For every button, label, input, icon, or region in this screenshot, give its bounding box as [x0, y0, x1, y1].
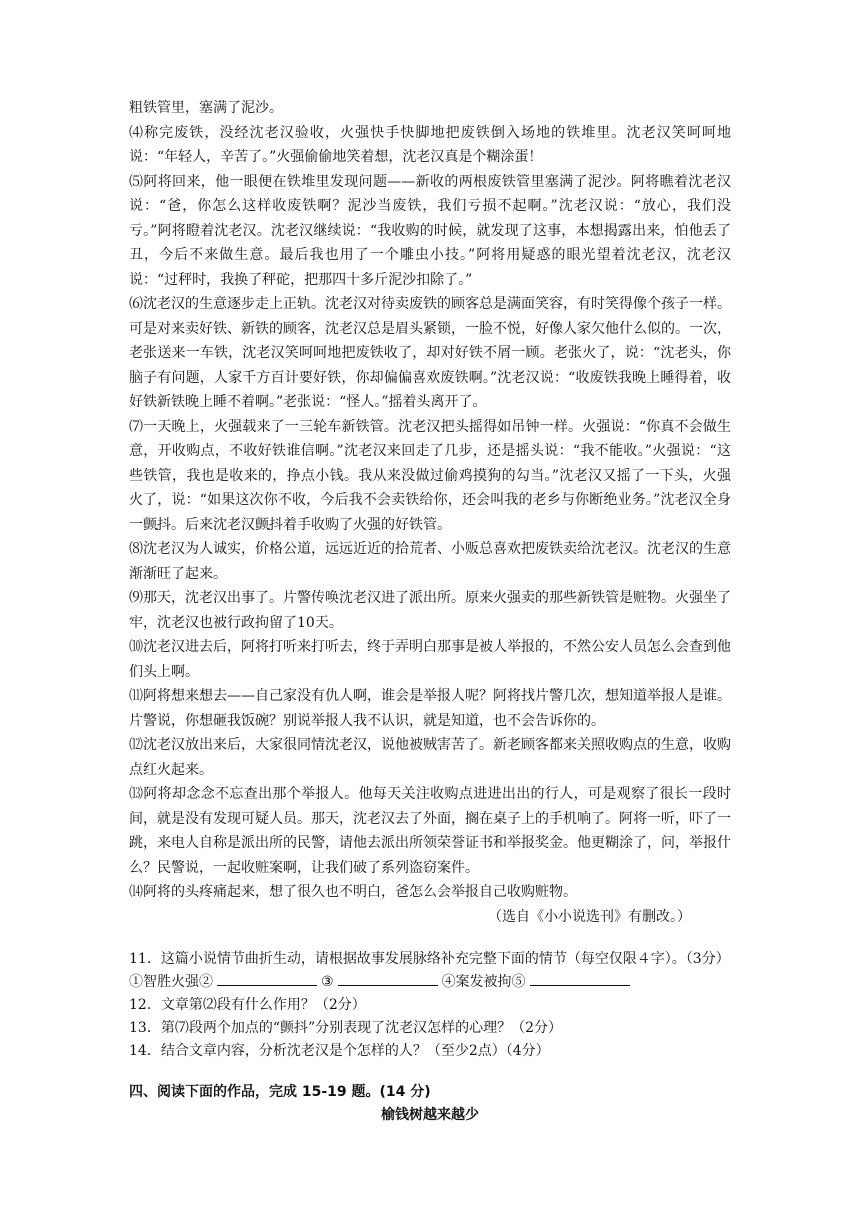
story-paragraph-3-tail: 粗铁管里，塞满了泥沙。: [129, 100, 283, 116]
question-11-blanks: [129, 971, 731, 994]
section-4-heading: 四、阅读下面的作品，完成 15-19 题。(14 分): [129, 1084, 431, 1100]
blank-label-3: ④案发被拘⑤: [441, 974, 526, 990]
story-paragraph-6: ⑹沈老汉的生意逐步走上正轨。沈老汉对待卖废铁的顾客总是满面笑容，有时笑得像个孩子一样。可是对来卖好铁、新铁的顾客，沈老汉总是眉头紧锁，一脸不悦，好像人家欠他什么似的。一次，老张送来一车铁，沈老汉笑呵呵地把废铁收了，却对好铁不屑一顾。老张火了，说：“沈老头，你脑子有问题，人家千方百计要好铁，你却偏偏喜欢废铁啊。”沈老汉说：“收废铁我晚上睡得着，收好铁新铁晚上睡不着啊。”老张说：“怪人。”摇着头离开了。: [129, 296, 731, 410]
paragraph-7-text-b: 。后来沈老汉: [171, 516, 255, 533]
story-paragraph-11: ⑾阿将想来想去——自己家没有仇人啊，谁会是举报人呢？阿将找片警几次，想知道举报人是谁。片警说，你想砸我饭碗？别说举报人我不认识，就是知道，也不会告诉你的。: [129, 688, 731, 729]
dotted-word-tremble-2: 颤抖: [255, 516, 283, 533]
source-citation: （选自《小小说选刊》有删改。）: [488, 908, 691, 925]
question-11: 11．这篇小说情节曲折生动，请根据故事发展脉络补充完整下面的情节（每空仅限４字）。（3分）: [129, 951, 730, 967]
spacer: [129, 929, 731, 948]
question-13: 13．第⑺段两个加点的“颤抖”分别表现了沈老汉怎样的心理？（2分）: [129, 1020, 563, 1036]
question-12: 12．文章第⑵段有什么作用？（2分）: [129, 997, 366, 1013]
story-paragraph-10: ⑽沈老汉进去后，阿将打听来打听去，终于弄明白那事是被人举报的，不然公安人员怎么会查到他们头上啊。: [129, 639, 731, 680]
spacer: [129, 1063, 731, 1080]
answer-blank-5[interactable]: [530, 971, 630, 986]
answer-blank-3[interactable]: [338, 971, 438, 986]
story-paragraph-13: ⒀阿将却念念不忘查出那个举报人。他每天关注收购点进进出出的行人，可是观察了很长一段时间，就是没有发现可疑人员。那天，沈老汉去了外面，搁在桌子上的手机响了。阿将一听，吓了一跳，来电人自称是派出所的民警，请他去派出所领荣誉证书和举报奖金。他更糊涂了，问，举报什么？民警说，一起收赃案啊，让我们破了系列盗窃案件。: [129, 786, 731, 876]
story-paragraph-14: ⒁阿将的头疼痛起来，想了很久也不明白，爸怎么会举报自己收购赃物。: [129, 884, 577, 900]
story-paragraph-5: ⑸阿将回来，他一眼便在铁堆里发现问题——新收的两根废铁管里塞满了泥沙。阿将瞧着沈老汉说：“爸，你怎么这样收废铁啊？泥沙当废铁，我们亏损不起啊。”沈老汉说：“放心，我们没亏。”阿将瞪着沈老汉。沈老汉继续说：“我收购的时候，就发现了这事，本想揭露出来，怕他丢了丑，今后不来做生意。最后我也用了一个雕虫小技。”阿将用疑惑的眼光望着沈老汉，沈老汉说：“过秤时，我换了秤砣，把那四十多斤泥沙扣除了。”: [129, 173, 731, 288]
blank-label-1: ①智胜火强②: [129, 974, 213, 990]
exam-page: [129, 96, 731, 1126]
story-paragraph-7: [129, 415, 731, 538]
blank-label-2: ③: [321, 974, 334, 990]
story-paragraph-9: ⑼那天，沈老汉出事了。片警传唤沈老汉进了派出所。原来火强卖的那些新铁管是赃物。火强坐了牢，沈老汉也被行政拘留了10天。: [129, 590, 731, 631]
story-paragraph-8: ⑻沈老汉为人诚实，价格公道，远远近近的拾荒者、小贩总喜欢把废铁卖给沈老汉。沈老汉的生意渐渐旺了起来。: [129, 541, 731, 582]
dotted-word-tremble-1: 颤抖: [143, 516, 171, 533]
answer-blank-2[interactable]: [217, 971, 317, 986]
article-title: 榆钱树越来越少: [381, 1107, 479, 1123]
story-paragraph-4: ⑷称完废铁，没经沈老汉验收，火强快手快脚地把废铁倒入场地的铁堆里。沈老汉笑呵呵地说：“年轻人，辛苦了。”火强偷偷地笑着想，沈老汉真是个糊涂蛋！: [129, 124, 731, 165]
paragraph-7-text-c: 着手收购了火强的好铁管。: [283, 516, 451, 533]
story-paragraph-12: ⑿沈老汉放出来后，大家很同情沈老汉，说他被贼害苦了。新老顾客都来关照收购点的生意，收购点红火起来。: [129, 737, 731, 778]
question-14: 14．结合文章内容，分析沈老汉是个怎样的人？（至少2点）（4分）: [129, 1043, 550, 1059]
paragraph-7-text-a: ⑺一天晚上，火强载来了一三轮车新铁管。沈老汉把头摇得如吊钟一样。火强说：“你真不会做生意，开收购点，不收好铁谁信啊。”沈老汉来回走了几步，还是摇头说：“我不能收。”火强说：“这些铁管，我也是收来的，挣点小钱。我从来没做过偷鸡摸狗的勾当。”沈老汉又摇了一下头，火强火了，说：“如果这次你不收，今后我不会卖铁给你，还会叫我的老乡与你断绝业务。”沈老汉全身一: [129, 418, 731, 533]
